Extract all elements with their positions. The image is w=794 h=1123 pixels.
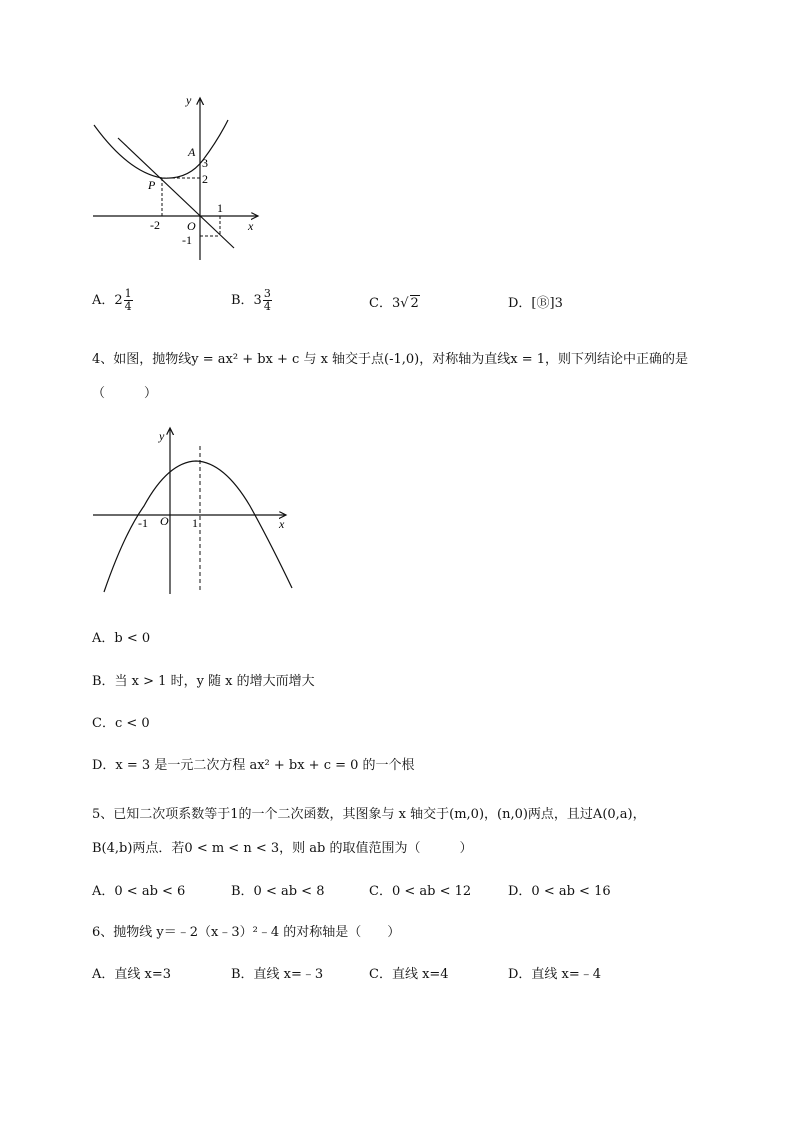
fraction-den: 4 [263, 300, 271, 313]
axis-x-label: x [248, 219, 254, 233]
axis-y-label: y [159, 429, 165, 443]
straight-line [118, 138, 234, 248]
q4-option-b[interactable]: B．当 x > 1 时，y 随 x 的增大而增大 [92, 674, 315, 689]
q4-stem-line2: （ ） [92, 386, 158, 401]
sqrt-radicand: 2 [410, 296, 419, 311]
q5-option-d[interactable]: D．0 < ab < 16 [508, 884, 611, 899]
figure-downward-parabola [88, 424, 298, 596]
tick-3: 3 [202, 156, 208, 170]
tick-m2: -2 [150, 218, 160, 232]
q6-option-c[interactable]: C．直线 x=4 [369, 967, 449, 982]
q4-option-c[interactable]: C．c < 0 [92, 716, 150, 731]
q3-option-a-prefix: A．2 [92, 293, 123, 308]
q5-stem-line1: 5、已知二次项系数等于1的一个二次函数，其图象与 x 轴交于(m,0)，(n,0)两点，且过A(0,a)， [92, 807, 646, 822]
parabola-curve [104, 461, 292, 592]
q6-stem: 6、抛物线 y＝﹣2（x﹣3）²﹣4 的对称轴是（ ） [92, 925, 401, 940]
tick-2: 2 [202, 172, 208, 186]
q6-option-b[interactable]: B．直线 x=﹣3 [231, 967, 324, 982]
q3-option-b-prefix: B．3 [231, 293, 262, 308]
point-p-label: P [148, 178, 156, 192]
axis-x-label: x [279, 517, 285, 531]
q3-option-c[interactable]: C．3√ 2 [369, 296, 419, 311]
origin-label: O [160, 514, 169, 528]
q6-option-d[interactable]: D．直线 x=﹣4 [508, 967, 602, 982]
q5-stem-line2: B(4,b)两点．若0 < m < n < 3，则 ab 的取值范围为（ ） [92, 841, 473, 856]
tick-m1: -1 [138, 516, 148, 530]
fraction [124, 288, 133, 313]
q4-option-a[interactable]: A．b < 0 [92, 631, 151, 646]
tick-1: 1 [217, 201, 223, 215]
q3-option-d[interactable]: D．[Ⓑ]3 [508, 296, 563, 311]
q5-option-a[interactable]: A．0 < ab < 6 [92, 884, 186, 899]
q4-stem-line1: 4、如图，抛物线y = ax² + bx + c 与 x 轴交于点(-1,0)，对称轴为直线x = 1，则下列结论中正确的是 [92, 352, 689, 367]
origin-label: O [187, 219, 196, 233]
fraction [263, 288, 272, 313]
tick-1: 1 [192, 516, 198, 530]
q4-option-d[interactable]: D．x = 3 是一元二次方程 ax² + bx + c = 0 的一个根 [92, 758, 415, 773]
q5-option-c[interactable]: C．0 < ab < 12 [369, 884, 472, 899]
figure-parabola-line-graph [88, 92, 268, 267]
axis-y-label: y [186, 93, 192, 107]
q6-option-a[interactable]: A．直线 x=3 [92, 967, 172, 982]
q5-option-b[interactable]: B．0 < ab < 8 [231, 884, 325, 899]
point-a-label: A [188, 145, 196, 159]
q3-option-b[interactable] [231, 288, 272, 313]
fraction-num: 1 [124, 287, 132, 300]
fraction-num: 3 [263, 287, 271, 300]
q3-option-c-prefix: C．3 [369, 296, 401, 311]
tick-m1: -1 [182, 233, 192, 247]
fraction-den: 4 [124, 300, 132, 313]
q3-option-a[interactable] [92, 288, 133, 313]
